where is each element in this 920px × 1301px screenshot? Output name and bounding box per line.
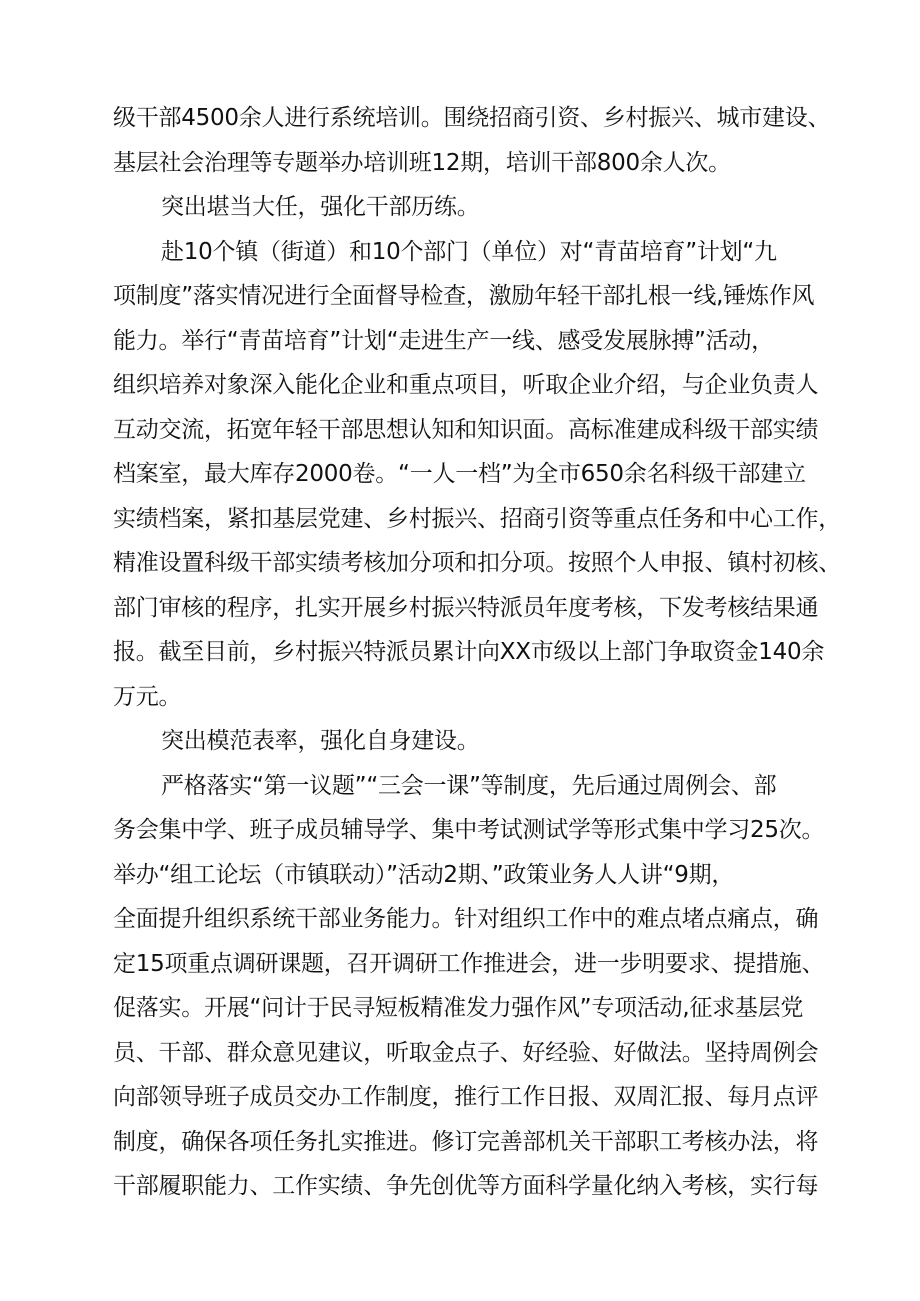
text-line: 项制度”落实情况进行全面督导检查，激励年轻干部扎根一线,锤炼作风	[113, 283, 815, 309]
text-line: 基层社会治理等专题举办培训班12期，培训干部800余人次。	[113, 149, 731, 176]
paragraph-start: 赴10个镇（街道）和10个部门（单位）对“青苗培育”计划“九	[161, 238, 777, 265]
body-text	[113, 96, 841, 1209]
text-line: 实绩档案，紧扣基层党建、乡村振兴、招商引资等重点任务和中心工作，	[113, 505, 841, 532]
text-line: 万元。	[113, 683, 182, 710]
text-line: 举办“组工论坛（市镇联动）”活动2期、”政策业务人人讲“9期，	[113, 861, 735, 888]
text-line: 互动交流，拓宽年轻干部思想认知和知识面。高标准建成科级干部实绩	[113, 416, 819, 443]
section-heading: 突出堪当大任，强化干部历练。	[161, 194, 480, 220]
text-line: 级干部4500余人进行系统培训。围绕招商引资、乡村振兴、城市建设、	[113, 105, 831, 131]
text-line: 档案室，最大库存2000卷。“一人一档”为全市650余名科级干部建立	[113, 461, 806, 487]
paragraph-start: 严格落实“第一议题”“三会一课”等制度，先后通过周例会、部	[161, 772, 777, 799]
text-line: 向部领导班子成员交办工作制度，推行工作日报、双周汇报、每月点评	[113, 1084, 819, 1110]
text-line: 报。截至目前，乡村振兴特派员累计向XX市级以上部门争取资金140余	[113, 639, 825, 665]
text-line: 干部履职能力、工作实绩、争先创优等方面科学量化纳入考核，实行每	[113, 1173, 819, 1199]
text-line: 全面提升组织系统干部业务能力。针对组织工作中的难点堵点痛点，确	[113, 906, 819, 932]
text-line: 能力。举行“青苗培育”计划“走进生产一线、感受发展脉搏”活动，	[113, 327, 774, 354]
text-line: 务会集中学、班子成员辅导学、集中考试测试学等形式集中学习25次。	[113, 817, 825, 843]
text-line: 促落实。开展“问计于民寻短板精准发力强作风”专项活动,征求基层党	[113, 995, 804, 1021]
text-line: 组织培养对象深入能化企业和重点项目，听取企业介绍，与企业负责人	[113, 372, 819, 398]
text-line: 定15项重点调研课题，召开调研工作推进会，进一步明要求、提措施、	[113, 950, 825, 977]
text-line: 精准设置科级干部实绩考核加分项和扣分项。按照个人申报、镇村初核、	[113, 550, 841, 576]
section-heading: 突出模范表率，强化自身建设。	[161, 728, 480, 754]
text-line: 制度，确保各项任务扎实推进。修订完善部机关干部职工考核办法，将	[113, 1128, 819, 1155]
text-line: 部门审核的程序，扎实开展乡村振兴特派员年度考核，下发考核结果通	[113, 594, 819, 621]
text-line: 员、干部、群众意见建议，听取金点子、好经验、好做法。坚持周例会	[113, 1039, 819, 1066]
